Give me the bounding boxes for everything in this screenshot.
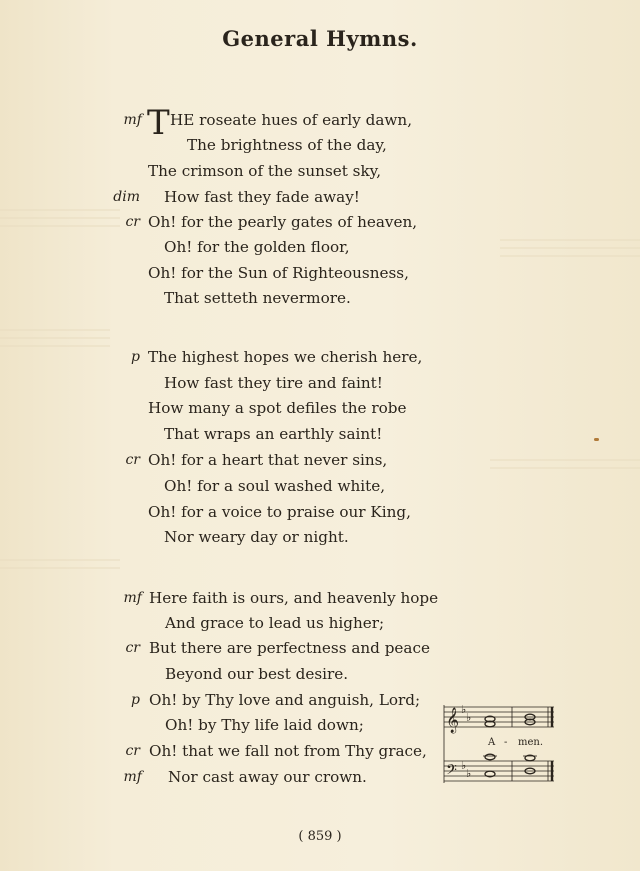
- dynamic-marking: cr: [125, 214, 140, 230]
- page-number: ( 859 ): [298, 829, 342, 844]
- verse-line: HE roseate hues of early dawn,: [170, 111, 413, 129]
- page-title: General Hymns.: [222, 26, 418, 51]
- verse-line: Here faith is ours, and heavenly hope: [149, 589, 439, 607]
- verse-line: That setteth nevermore.: [164, 289, 351, 307]
- svg-text:𝄢: 𝄢: [446, 762, 457, 782]
- svg-text:♭: ♭: [466, 711, 472, 724]
- verse-line: How fast they tire and faint!: [164, 374, 383, 392]
- verse-line: Nor cast away our crown.: [168, 768, 367, 786]
- verse-line: Oh! for a soul washed white,: [164, 477, 386, 495]
- dynamic-marking: mf: [123, 112, 142, 128]
- verse-line: Beyond our best desire.: [165, 665, 349, 683]
- svg-text:𝄞: 𝄞: [446, 708, 460, 733]
- dynamic-marking: dim: [113, 189, 140, 205]
- verse-line: The crimson of the sunset sky,: [148, 162, 382, 180]
- amen-hyphen: -: [504, 737, 508, 748]
- verse-line: Oh! that we fall not from Thy grace,: [149, 742, 427, 760]
- verse-line: Oh! by Thy life laid down;: [165, 716, 364, 734]
- verse-line: That wraps an earthly saint!: [164, 425, 383, 443]
- verse-line: How many a spot defiles the robe: [148, 399, 407, 417]
- verse-line: The highest hopes we cherish here,: [148, 348, 423, 366]
- svg-text:♭: ♭: [461, 703, 467, 716]
- dynamic-marking: mf: [123, 769, 142, 785]
- verse-line: Oh! for a heart that never sins,: [148, 451, 388, 469]
- dynamic-marking: cr: [125, 640, 140, 656]
- verse-line: Oh! for the Sun of Righteousness,: [148, 264, 409, 282]
- verse-line: And grace to lead us higher;: [165, 614, 385, 632]
- dynamic-marking: cr: [125, 743, 140, 759]
- verse-line: Oh! by Thy love and anguish, Lord;: [149, 691, 421, 709]
- margin-ink-mark: [594, 438, 599, 441]
- verse-line: But there are perfectness and peace: [149, 639, 430, 657]
- verse-line: The brightness of the day,: [187, 136, 387, 154]
- verse-line: How fast they fade away!: [164, 188, 360, 206]
- dynamic-marking: p: [131, 349, 140, 365]
- verse-line: Oh! for the golden floor,: [164, 238, 350, 256]
- dynamic-marking: mf: [123, 590, 142, 606]
- verse-line: Oh! for the pearly gates of heaven,: [148, 213, 418, 231]
- svg-text:♭: ♭: [461, 759, 467, 772]
- svg-text:♭: ♭: [466, 767, 472, 780]
- amen-syllable-a: A: [488, 737, 496, 748]
- dynamic-marking: p: [131, 692, 140, 708]
- amen-syllable-men: men.: [518, 737, 544, 748]
- verse-line: Nor weary day or night.: [164, 528, 349, 546]
- verse-line: Oh! for a voice to praise our King,: [148, 503, 411, 521]
- amen-score: [442, 697, 556, 787]
- drop-cap: T: [147, 103, 170, 143]
- dynamic-marking: cr: [125, 452, 140, 468]
